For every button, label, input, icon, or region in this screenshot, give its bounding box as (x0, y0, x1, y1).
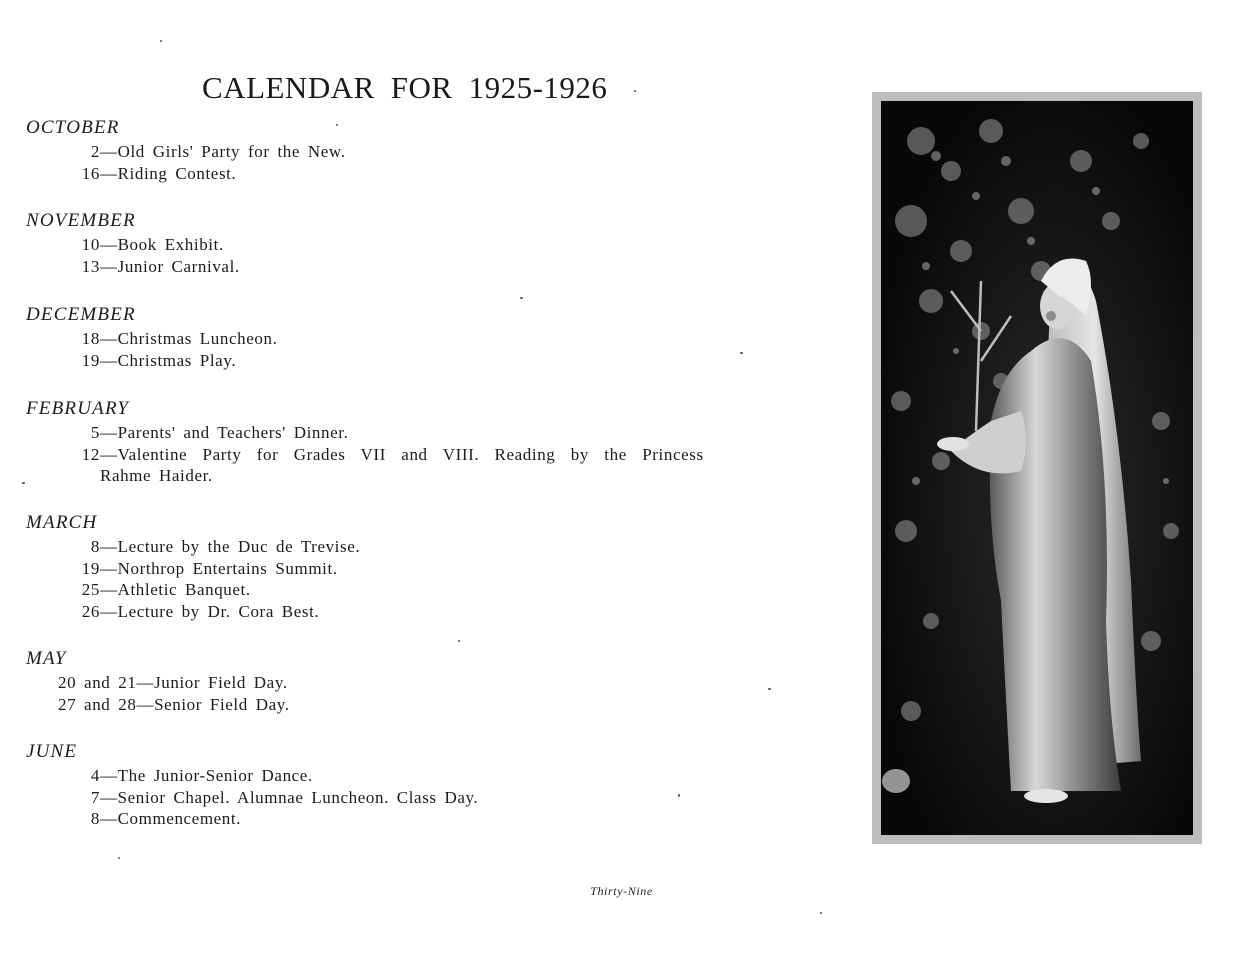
print-speck (160, 40, 162, 42)
entry-text: The Junior-Senior Dance. (117, 766, 313, 785)
entry-day: 4 (90, 766, 100, 785)
entry-day: 18 (81, 329, 100, 348)
entry-day: 5 (90, 423, 100, 442)
calendar-entry (26, 422, 786, 444)
entry-day: 19 (81, 558, 100, 578)
month-heading: MAY (26, 648, 67, 669)
month-june (26, 741, 786, 830)
entry-dash: — (100, 423, 118, 442)
entry-dash: — (136, 694, 155, 714)
calendar-entry (26, 444, 786, 466)
entry-dash: — (100, 163, 118, 183)
entry-text: Christmas Luncheon. (117, 329, 278, 348)
entry-dash: — (100, 235, 118, 254)
page-number: Thirty-Nine (590, 884, 653, 898)
entry-text: Riding Contest. (117, 163, 237, 183)
entry-dash: — (100, 256, 118, 276)
print-speck (22, 482, 25, 484)
page-title: CALENDAR FOR 1925-1926 (202, 70, 608, 105)
entry-dash: — (100, 444, 118, 464)
entry-text: Parents' and Teachers' Dinner. (117, 423, 349, 442)
print-speck (678, 794, 680, 797)
calendar-entry (26, 672, 786, 694)
month-december (26, 304, 786, 371)
entry-day: 27 and 28 (58, 694, 137, 714)
entry-day: 8 (90, 537, 100, 556)
entry-dash: — (100, 809, 118, 828)
entry-day: 8 (90, 809, 100, 828)
calendar-entry-continuation (26, 465, 786, 487)
calendar-entry (26, 558, 786, 580)
calendar-entry (26, 808, 786, 830)
month-heading: FEBRUARY (26, 398, 130, 419)
photograph-illustration (881, 101, 1193, 835)
entry-dash: — (100, 350, 118, 370)
print-speck (740, 352, 743, 354)
entry-text: Lecture by Dr. Cora Best. (117, 601, 320, 621)
entry-text: Commencement. (117, 809, 242, 828)
entry-text: Northrop Entertains Summit. (117, 558, 338, 578)
print-speck (520, 297, 523, 299)
entry-text: Senior Field Day. (154, 694, 290, 714)
entry-dash: — (100, 787, 118, 807)
entry-dash: — (100, 580, 118, 599)
calendar-entry (26, 141, 786, 163)
entry-day: 20 and 21 (58, 673, 137, 692)
entry-day: 13 (81, 256, 100, 276)
foreground-stone (882, 769, 910, 793)
calendar-entry (26, 765, 786, 787)
entry-text: Book Exhibit. (117, 235, 224, 254)
entry-dash: — (100, 601, 118, 621)
entry-dash: — (100, 329, 118, 348)
figure-earring (1046, 311, 1056, 321)
entry-text: Rahme Haider. (100, 466, 213, 485)
entry-day: 19 (81, 350, 100, 370)
entry-text: Senior Chapel. Alumnae Luncheon. Class Day. (117, 787, 479, 807)
entry-text: Lecture by the Duc de Trevise. (117, 537, 361, 556)
calendar-entry (26, 787, 786, 809)
month-october (26, 117, 786, 184)
month-heading: MARCH (26, 512, 98, 533)
calendar-entry (26, 694, 786, 716)
entry-text: Old Girls' Party for the New. (117, 142, 346, 161)
entry-text: Christmas Play. (117, 350, 237, 370)
entry-day: 2 (90, 142, 100, 161)
entry-day: 7 (90, 787, 100, 807)
entry-dash: — (100, 537, 118, 556)
calendar-entry (26, 601, 786, 623)
figure-hands (937, 437, 969, 451)
entry-day: 25 (81, 580, 100, 599)
entry-day: 26 (81, 601, 100, 621)
figure-feet (1024, 789, 1068, 803)
entry-dash: — (136, 673, 155, 692)
costumed-figure-photograph (881, 101, 1193, 835)
month-heading: DECEMBER (26, 304, 136, 325)
entry-day: 12 (81, 444, 100, 464)
month-heading: OCTOBER (26, 117, 120, 138)
calendar-entry (26, 163, 786, 185)
calendar-entry (26, 234, 786, 256)
entry-text: Junior Field Day. (154, 673, 288, 692)
calendar-entry (26, 256, 786, 278)
print-speck (768, 688, 771, 690)
entry-text: Junior Carnival. (117, 256, 240, 276)
entry-dash: — (100, 558, 118, 578)
calendar-entry (26, 350, 786, 372)
print-speck (820, 912, 822, 914)
print-speck (336, 124, 338, 126)
month-heading: JUNE (26, 741, 78, 762)
month-heading: NOVEMBER (26, 210, 136, 231)
entry-dash: — (100, 142, 118, 161)
print-speck (634, 90, 636, 92)
calendar-entry (26, 536, 786, 558)
entry-day: 10 (81, 235, 100, 254)
calendar-entry (26, 579, 786, 601)
month-may (26, 648, 786, 715)
month-february (26, 398, 786, 487)
print-speck (458, 640, 460, 642)
calendar-entry (26, 328, 786, 350)
entry-dash: — (100, 766, 118, 785)
print-speck (118, 857, 120, 859)
entry-day: 16 (81, 163, 100, 183)
entry-text: Athletic Banquet. (117, 580, 251, 599)
photograph-frame (872, 92, 1202, 844)
entry-text: Valentine Party for Grades VII and VIII. Reading by the Princess (117, 444, 704, 464)
month-november (26, 210, 786, 277)
month-march (26, 512, 786, 622)
